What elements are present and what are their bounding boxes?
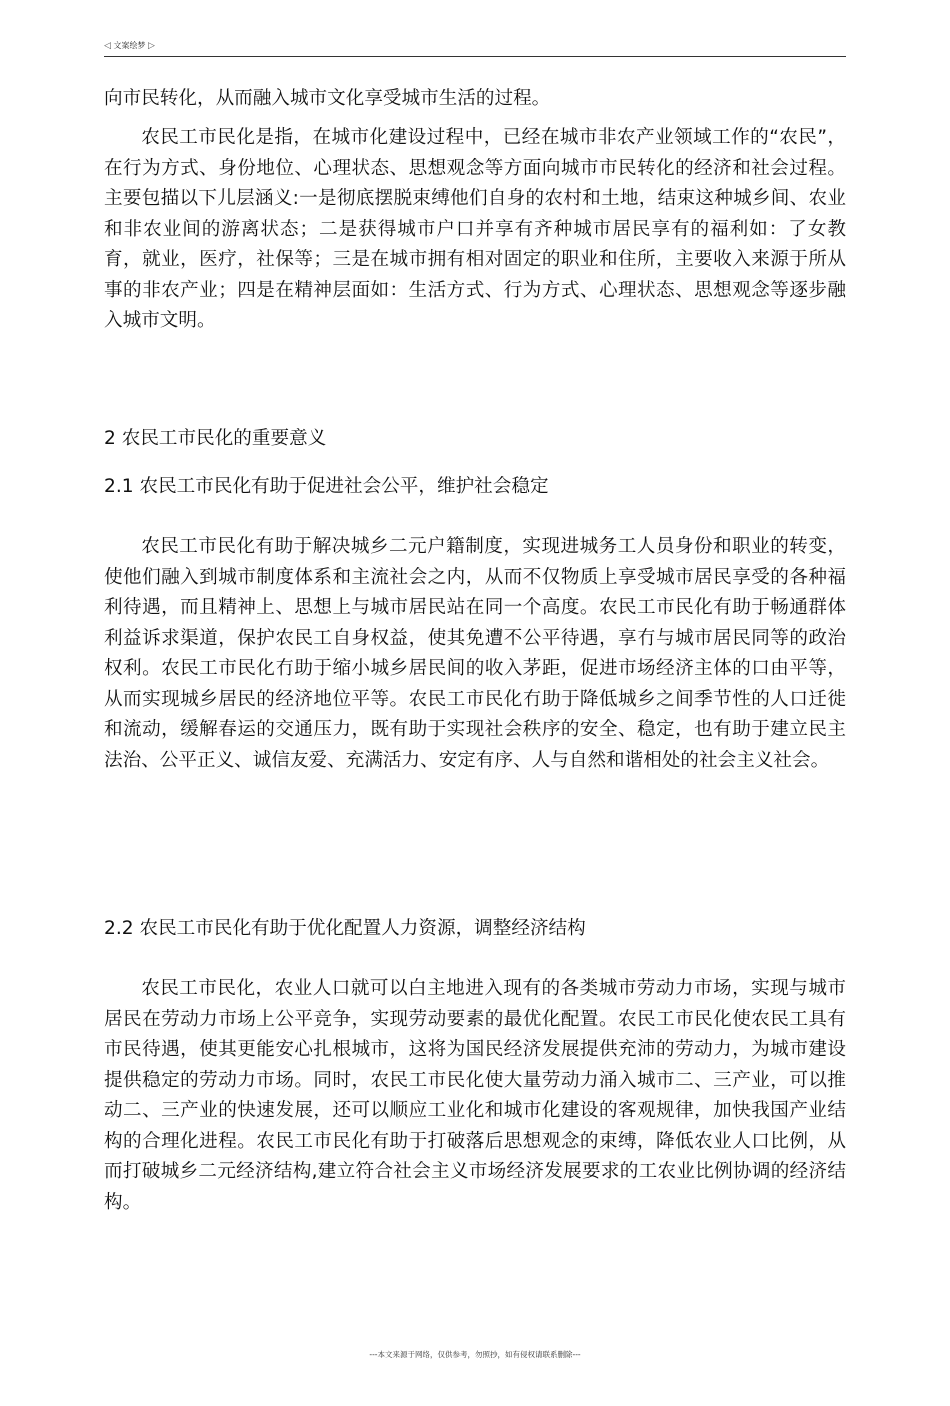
page-header xyxy=(104,38,846,57)
paragraph-economic-structure: 农民工市民化，农业人口就可以白主地进入现有的各类城市劳动力市场，实现与城市居民在劳动力市场上公平竞争，实现劳动要素的最优化配置。农民工市民化使农民工具有市民待遇，使其更能安心扎根城市，这将为国民经济发展提供充沛的劳动力，为城市建设提供稳定的劳动力市场。同时，农民工市民化使大量劳动力涌入城市二、三产业，可以推动二、三产业的快速发展，还可以顺应工业化和城市化建设的客观规律，加快我国产业结构的合理化进程。农民工市民化有助于打破落后思想观念的束缚，降低农业人口比例，从而打破城乡二元经济结构,建立符合社会主义市场经济发展要求的工农业比例协调的经济结构。 xyxy=(104,978,846,1213)
subsection-heading-2-1: 2.1 农民工市民化有助于促进社会公平，维护社会稳定 xyxy=(104,476,549,497)
right-triangle-icon: ▷ xyxy=(148,41,155,51)
paragraph-social-fairness: 农民工市民化有助于解决城乡二元户籍制度，实现进城务工人员身份和职业的转变，使他们融入到城市制度体系和主流社会之内，从而不仅物质上享受城市居民享受的各种福利待遇，而且精神上、思想上与城市居民站在同一个高度。农民工市民化有助于畅通群体利益诉求渠道，保护农民工自身权益，使其免遭不公平待遇，享冇与城市居民同等的政治权利。农民工市民化冇助于缩小城乡居民间的收入茅距，促进市场经济主体的口由平等，从而实现城乡居民的经济地位平等。农民工市民化冇助于降低城乡之间季节性的人口迁徙和流动，缓解春运的交通压力，既有助于实现社会秩序的安全、稳定，也有助于建立民主法治、公平正义、诚信友爱、充满活力、安定有序、人与自然和谐相处的社会主义社会。 xyxy=(104,536,846,771)
paragraph-continuation: 向市民转化，从而融入城市文化享受城市生活的过程。 xyxy=(104,88,551,109)
paragraph-definition: 农民工市民化是指，在城市化建设过程中，已经在城市非农产业领域工作的“农民”，在行为方式、身份地位、心理状态、思想观念等方面向城市市民转化的经济和社会过程。主要包描以下儿层涵义:一是彻底摆脱束缚他们自身的农村和土地，结束这种城乡间、农业和非农业间的游离状态；二是获得城市户口并享有齐种城市居民享有的福利如：了女教育，就业，医疗，社保等；三是在城市拥有相对固定的职业和住所，主要收入来源于所从事的非农产业；四是在精神层面如：生活方式、行为方式、心理状态、思想观念等逐步融入城市文明。 xyxy=(104,127,846,331)
left-triangle-icon: ◁ xyxy=(104,41,111,51)
section-heading-2: 2 农民工市民化的重要意义 xyxy=(104,428,327,449)
header-title: 文案绘梦 xyxy=(113,41,146,50)
subsection-heading-2-2: 2.2 农民工市民化有助于优化配置人力资源，调整经济结构 xyxy=(104,918,586,939)
page-footer-note: ---本文来源于网络，仅供参考，勿照抄，如有侵权请联系删除--- xyxy=(369,1350,581,1359)
